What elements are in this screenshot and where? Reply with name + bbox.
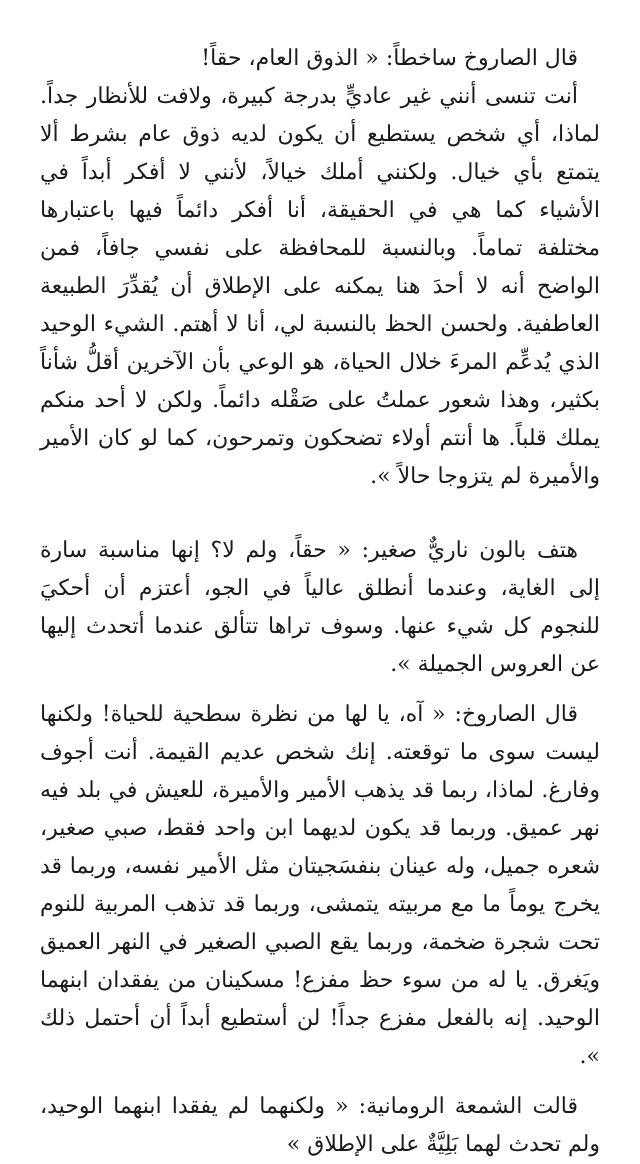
paragraph-rocket-speech: أنت تنسى أنني غير عاديٍّ بدرجة كبيرة، ولافت للأنظار جداً. لماذا، أي شخص يستطيع أن يكون لديه ذوق عام بشرط ألا يتمتع بأي خيال. ولكنني أملك خيالاً، لأنني لا أفكر أبداً في الأشياء كما هي في الحقيقة، أنا أفكر دائماً فيها باعتبارها مختلفة تماماً. وبالنسبة للمحافظة على نفسي جافاً، فمن الواضح أنه لا أحدَ هنا يمكنه على الإطلاق أن يُقدِّرَ الطبيعة العاطفية. ولحسن الحظ بالنسبة لي، أنا لا أهتم. الشيء الوحيد الذي يُدعِّم المرءَ خلال الحياة، هو الوعي بأن الآخرين أقلُّ شأناً بكثير، وهذا شعور عملتُ على صَقْله دائماً. ولكن لا أحد منكم يملك قلباً. ها أنتم أولاء تضحكون وتمرحون، كما لو كان الأمير والأميرة لم يتزوجا حالاً ». [40, 84, 600, 489]
paragraph-roman-candle: قالت الشمعة الرومانية: « ولكنهما لم يفقدا ابنهما الوحيد، ولم تحدث لهما بَلِيَّةٌ على الإطلاق » [40, 1094, 600, 1157]
paragraph-rocket-reply: قال الصاروخ: « آه، يا لها من نظرة سطحية للحياة! ولكنها ليست سوى ما توقعته. إنك شخص عديم القيمة. أنت أجوف وفارغ. لماذا، ربما قد يذهب الأمير والأميرة، للعيش في بلد فيه نهر عميق. وربما قد يكون لديهما ابن واحد فقط، صبي صغير، شعره جميل، وله عينان بنفسَجيتان مثل الأمير نفسه، وربما قد يخرج يوماً ما مع مربيته يتمشى، وربما قد تذهب المربية للنوم تحت شجرة ضخمة، وربما يقع الصبي الصغير في النهر العميق ويَغرق. يا له من سوء حظ مفزع! مسكينان من يفقدان ابنهما الوحيد. إنه بالفعل مفزع جداً! لن أستطيع أبداً أن أحتمل ذلك ». [40, 702, 600, 1069]
paragraph-fire-balloon: هتف بالون ناريٌّ صغير: « حقاً، ولم لا؟ إنها مناسبة سارة إلى الغاية، وعندما أنطلق عالياً في الجو، أعتزم أن أحكيَ للنجوم كل شيء عنها. وسوف تراها تتألق عندما أتحدث إليها عن العروس الجميلة ». [40, 538, 600, 677]
paragraph-rocket-indignant: قال الصاروخ ساخطاً: « الذوق العام، حقاً! [201, 46, 578, 71]
book-page [40, 40, 600, 1157]
